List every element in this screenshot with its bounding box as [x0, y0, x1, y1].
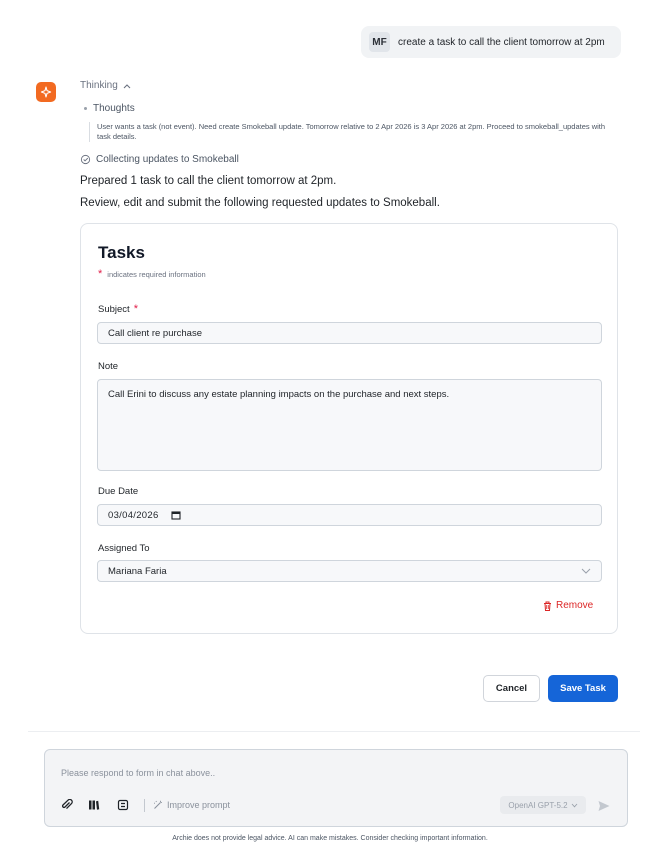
send-button[interactable]: [597, 799, 611, 813]
subject-input[interactable]: Call client re purchase: [97, 322, 602, 344]
note-label: Note: [98, 361, 119, 372]
save-task-button[interactable]: Save Task: [548, 675, 618, 702]
bullet-icon: [84, 107, 87, 110]
assigned-to-value: Mariana Faria: [108, 565, 167, 577]
send-icon: [597, 799, 611, 813]
trash-icon: [543, 601, 552, 611]
magic-wand-icon: [153, 800, 163, 810]
user-message-text: create a task to call the client tomorrow at 2pm: [398, 36, 605, 48]
library-button[interactable]: [87, 798, 101, 812]
required-asterisk-icon: *: [98, 268, 103, 280]
cancel-button[interactable]: Cancel: [483, 675, 540, 702]
model-selector[interactable]: [500, 796, 586, 814]
paperclip-icon: [61, 799, 73, 811]
thinking-label: Thinking: [80, 80, 118, 91]
improve-prompt-button[interactable]: [153, 800, 230, 810]
assigned-to-select[interactable]: [97, 560, 602, 582]
chevron-up-icon: [123, 83, 131, 89]
remove-task-button[interactable]: [543, 600, 593, 611]
chevron-down-icon: [581, 568, 591, 574]
assigned-to-label: Assigned To: [98, 543, 150, 554]
model-label: OpenAI GPT-5.2: [508, 800, 568, 810]
improve-prompt-label: Improve prompt: [167, 800, 231, 810]
required-asterisk-icon: *: [133, 303, 138, 315]
assistant-message-1: Prepared 1 task to call the client tomorrow at 2pm.: [80, 175, 337, 187]
assistant-sparkle-icon: [36, 82, 56, 102]
user-message-bubble: [361, 26, 621, 58]
required-note-text: indicates required information: [107, 270, 206, 279]
assistant-message-2: Review, edit and submit the following requested updates to Smokeball.: [80, 197, 440, 209]
subject-label-text: Subject: [98, 304, 130, 315]
thoughts-header: [84, 103, 135, 114]
template-button[interactable]: [116, 798, 130, 812]
library-icon: [88, 799, 100, 811]
disclaimer-text: Archie does not provide legal advice. AI can make mistakes. Consider checking important information.: [172, 835, 488, 842]
note-textarea[interactable]: Call Erini to discuss any estate planning impacts on the purchase and next steps.: [97, 379, 602, 471]
thoughts-text: User wants a task (not event). Need create Smokeball update. Tomorrow relative to 2 Apr 2026 is 3 Apr 2026 at 2pm. Proceed to smokeball_updates with task details.: [89, 122, 609, 142]
calendar-icon[interactable]: [171, 510, 181, 520]
attach-button[interactable]: [60, 798, 74, 812]
required-note: [98, 269, 206, 280]
sparkle-icon: [40, 86, 52, 98]
collecting-label: Collecting updates to Smokeball: [96, 154, 239, 165]
chat-composer: [44, 749, 628, 827]
task-form-card: [80, 223, 618, 634]
due-date-input[interactable]: [97, 504, 602, 526]
user-avatar: MF: [369, 32, 390, 52]
thoughts-label: Thoughts: [93, 103, 135, 114]
toolbar-separator: [144, 799, 145, 812]
chat-input[interactable]: Please respond to form in chat above..: [61, 768, 216, 778]
template-icon: [117, 799, 129, 811]
subject-label: [98, 304, 138, 315]
remove-label: Remove: [556, 600, 594, 611]
collecting-status: [80, 154, 239, 165]
chevron-down-icon: [571, 803, 578, 808]
due-date-label: Due Date: [98, 486, 139, 497]
form-title: Tasks: [98, 243, 145, 262]
due-date-value: 03/04/2026: [108, 509, 159, 521]
loading-icon: [80, 154, 91, 165]
divider: [28, 731, 640, 732]
thinking-toggle[interactable]: [80, 80, 131, 91]
